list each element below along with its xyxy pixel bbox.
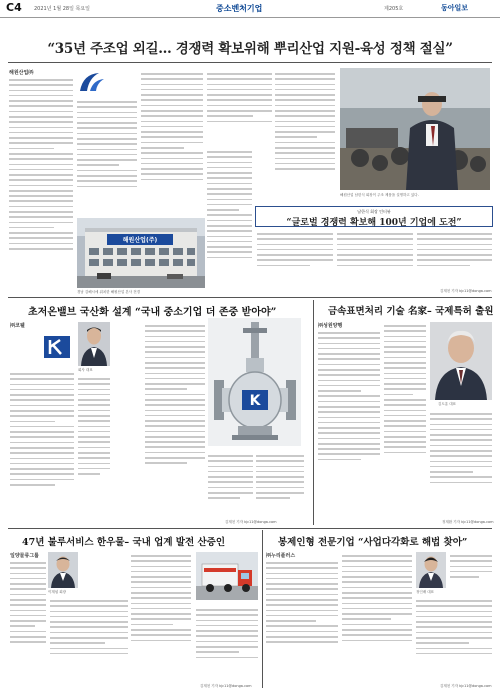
company1-column-5 [207,148,252,288]
interview-column-2 [337,230,413,286]
section2-column-5 [256,452,304,518]
body-text [9,79,73,250]
headline-rule [8,62,492,63]
interview-column-1 [257,230,333,286]
section4-photo-caption: 이계섭 회장 [48,590,67,594]
section2-byline: ㈜코웰 [10,323,25,329]
interview-kicker: 남한식 회장 인터뷰 [357,209,391,214]
interview-box [255,206,493,227]
company1-column [9,69,73,284]
edition-number: 제205호 [384,6,404,12]
section4-column-2 [50,597,128,685]
section2-column-2 [78,375,110,520]
company1-column-3 [141,70,203,215]
section3-byline: ㈜성원양행 [318,323,343,329]
section2-logo [42,332,72,362]
chairman-photo [340,68,490,190]
company1-logo [77,71,107,93]
section5-column-1 [266,552,338,684]
company1-column-6 [275,70,335,200]
section2-headline: 초저온밸브 국산화 설계 “국내 중소기업 더 존중 받아야” [28,307,277,318]
interview-column-3 [417,230,492,286]
section5-email: 김재천 기자 kjc11@donga.com [440,684,492,688]
section5-photo-caption: 정인배 대표 [416,590,435,594]
section2-email: 김재천 기자 kjc11@donga.com [225,520,277,524]
section3-photo-caption: 김도흥 대표 [438,402,457,406]
section3-column-1 [318,322,380,518]
page-number: C4 [6,1,22,14]
section4-column-1 [10,552,46,682]
section4-column-3 [131,552,191,685]
section3-headline: 금속표면처리 기술 名家– 국제특허 출원 [328,306,494,317]
section4-truck-photo [196,552,258,600]
section2-column-3 [145,322,205,518]
section5-column-4 [416,597,492,683]
section4-headline: 47년 불루서비스 한우물– 국내 업계 발전 산증인 [22,537,226,548]
section5-byline: ㈜누리플러스 [266,553,296,559]
issue-date: 2021년 1월 28일 목요일 [34,6,91,12]
section5-column-2 [342,552,412,684]
company1-email: 김재천 기자 kjc11@donga.com [440,289,492,293]
section2-ceo-photo [78,322,110,366]
section2-column-4 [208,452,253,518]
company1-column-4 [207,70,272,145]
section5-ceo-photo [416,552,446,588]
section4-column-4 [196,606,258,684]
section4-email: 김재천 기자 kjc11@donga.com [200,684,252,688]
svg-text:K: K [249,393,261,409]
svg-text:해원산업(주): 해원산업(주) [122,237,158,244]
valve-photo [208,318,301,446]
section4-byline: 일양물류그룹 [10,553,39,559]
chairman-photo-caption: 해원산업 남한식 회장이 주조 제품을 설명하고 있다. [340,193,419,197]
section3-column-3 [430,410,492,518]
section-name: 중소벤처기업 [216,4,263,13]
page-header [0,0,500,18]
newspaper-logo: 동아일보 [441,4,469,12]
company1-column-2 [77,98,137,213]
section5-column-3 [450,552,492,592]
section3-email: 정재환 기자 kjc11@donga.com [442,520,494,524]
section4-ceo-photo [48,552,78,588]
section2-photo-caption: 회사 대표 [78,368,93,372]
company1-building-photo [77,218,205,288]
section3-column-2 [384,322,426,518]
company1-byline: 해원산업㈜ [9,70,34,76]
company1-photo-caption: 경남 김해시에 위치한 해원산업 본사 전경 [77,290,141,294]
logo-icon [77,71,107,93]
section2-column-1 [10,370,74,520]
interview-title: “글로벌 경쟁력 확보해 100년 기업에 도전” [286,218,462,228]
main-headline: “35년 주조업 외길… 경쟁력 확보위해 뿌리산업 지원-육성 정책 절실” [47,41,453,57]
section3-ceo-photo [430,322,492,400]
section5-headline: 봉제인형 전문기업 “사업다각화로 해법 찾아” [278,537,468,548]
